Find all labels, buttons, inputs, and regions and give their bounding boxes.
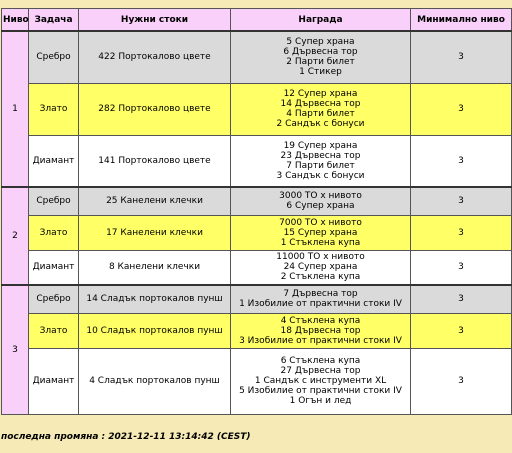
min-level-cell: 3: [411, 135, 512, 187]
min-level-cell: 3: [411, 285, 512, 313]
reward-line: 27 Дървесна тор: [280, 366, 361, 376]
reward-line: 24 Супер храна: [283, 262, 358, 273]
header-task: Задача: [29, 9, 79, 32]
min-level-cell: 3: [411, 187, 512, 215]
task-cell: Злато: [29, 313, 79, 348]
reward-line: 4 Стъклена купа: [280, 315, 361, 326]
min-level-cell: 3: [411, 215, 512, 250]
reward-line: 14 Дървесна тор: [280, 99, 361, 109]
task-cell: Злато: [29, 215, 79, 250]
table-row: [2, 135, 512, 187]
needed-goods-cell: 141 Портокалово цвете: [79, 135, 231, 187]
reward-line: 5 Изобилие от практични стоки IV: [239, 386, 402, 396]
reward-line: 4 Парти билет: [286, 109, 355, 119]
min-level-cell: 3: [411, 348, 512, 414]
needed-goods-cell: 422 Портокалово цвете: [79, 31, 231, 83]
task-cell: Диамант: [29, 348, 79, 414]
reward-line: 5 Супер храна: [286, 37, 355, 48]
needed-goods-cell: 4 Сладък портокалов пунш: [79, 348, 231, 414]
table-row: [2, 187, 512, 215]
reward-cell: [231, 285, 411, 313]
reward-line: 1 Изобилие от практични стоки IV: [239, 299, 402, 310]
task-cell: Злато: [29, 83, 79, 135]
reward-line: 3 Изобилие от практични стоки IV: [239, 335, 402, 346]
header-needed: Нужни стоки: [79, 9, 231, 32]
level-cell: 3: [2, 285, 29, 414]
reward-line: 19 Супер храна: [283, 140, 358, 151]
task-cell: Диамант: [29, 250, 79, 285]
table-row: [2, 250, 512, 285]
reward-line: 23 Дървесна тор: [280, 150, 361, 161]
table-row: [2, 215, 512, 250]
table-row: [2, 83, 512, 135]
reward-line: 15 Супер храна: [283, 227, 358, 238]
task-cell: Диамант: [29, 135, 79, 187]
reward-line: 3000 ТО х нивото: [279, 191, 362, 202]
level-cell: 1: [2, 31, 29, 187]
header-level: Ниво: [2, 9, 29, 32]
reward-line: 7000 ТО х нивото: [279, 217, 362, 228]
reward-cell: [231, 313, 411, 348]
level-cell: 2: [2, 187, 29, 285]
task-cell: Сребро: [29, 285, 79, 313]
reward-line: 18 Дървесна тор: [280, 325, 361, 336]
reward-line: 3 Сандък с бонуси: [276, 170, 365, 181]
reward-cell: [231, 135, 411, 187]
reward-line: 7 Парти билет: [286, 160, 355, 171]
min-level-cell: 3: [411, 313, 512, 348]
reward-line: 2 Стъклена купа: [280, 272, 361, 283]
table-body: [2, 31, 512, 414]
table-row: [2, 285, 512, 313]
task-cell: Сребро: [29, 187, 79, 215]
reward-cell: [231, 187, 411, 215]
needed-goods-cell: 14 Сладък портокалов пунш: [79, 285, 231, 313]
task-cell: Сребро: [29, 31, 79, 83]
reward-line: 1 Стъклена купа: [280, 237, 361, 248]
reward-line: 1 Стикер: [299, 67, 342, 78]
reward-cell: [231, 83, 411, 135]
reward-line: 7 Дървесна тор: [283, 289, 358, 300]
reward-line: 11000 ТО х нивото: [276, 252, 365, 263]
reward-line: 6 Супер храна: [286, 201, 355, 212]
header-row: [2, 9, 512, 32]
needed-goods-cell: 25 Канелени клечки: [79, 187, 231, 215]
reward-cell: [231, 250, 411, 285]
min-level-cell: 3: [411, 83, 512, 135]
reward-line: 12 Супер храна: [283, 89, 358, 99]
needed-goods-cell: 8 Канелени клечки: [79, 250, 231, 285]
reward-line: 2 Сандък с бонуси: [276, 119, 365, 129]
reward-line: 1 Сандък с инструменти XL: [254, 376, 387, 386]
table-row: [2, 31, 512, 83]
quest-table: [1, 8, 512, 415]
reward-line: 2 Парти билет: [286, 57, 355, 68]
header-reward: Награда: [231, 9, 411, 32]
table-row: [2, 348, 512, 414]
min-level-cell: 3: [411, 250, 512, 285]
needed-goods-cell: 17 Канелени клечки: [79, 215, 231, 250]
reward-line: 6 Дървесна тор: [283, 47, 358, 58]
reward-cell: [231, 348, 411, 414]
table-row: [2, 313, 512, 348]
header-min-level: Минимално ниво: [411, 9, 512, 32]
reward-line: 6 Стъклена купа: [280, 356, 361, 366]
reward-line: 1 Огън и лед: [289, 396, 352, 406]
last-modified: последна промяна : 2021-12-11 13:14:42 (CEST): [1, 432, 251, 442]
reward-cell: [231, 215, 411, 250]
needed-goods-cell: 10 Сладък портокалов пунш: [79, 313, 231, 348]
min-level-cell: 3: [411, 31, 512, 83]
needed-goods-cell: 282 Портокалово цвете: [79, 83, 231, 135]
reward-cell: [231, 31, 411, 83]
